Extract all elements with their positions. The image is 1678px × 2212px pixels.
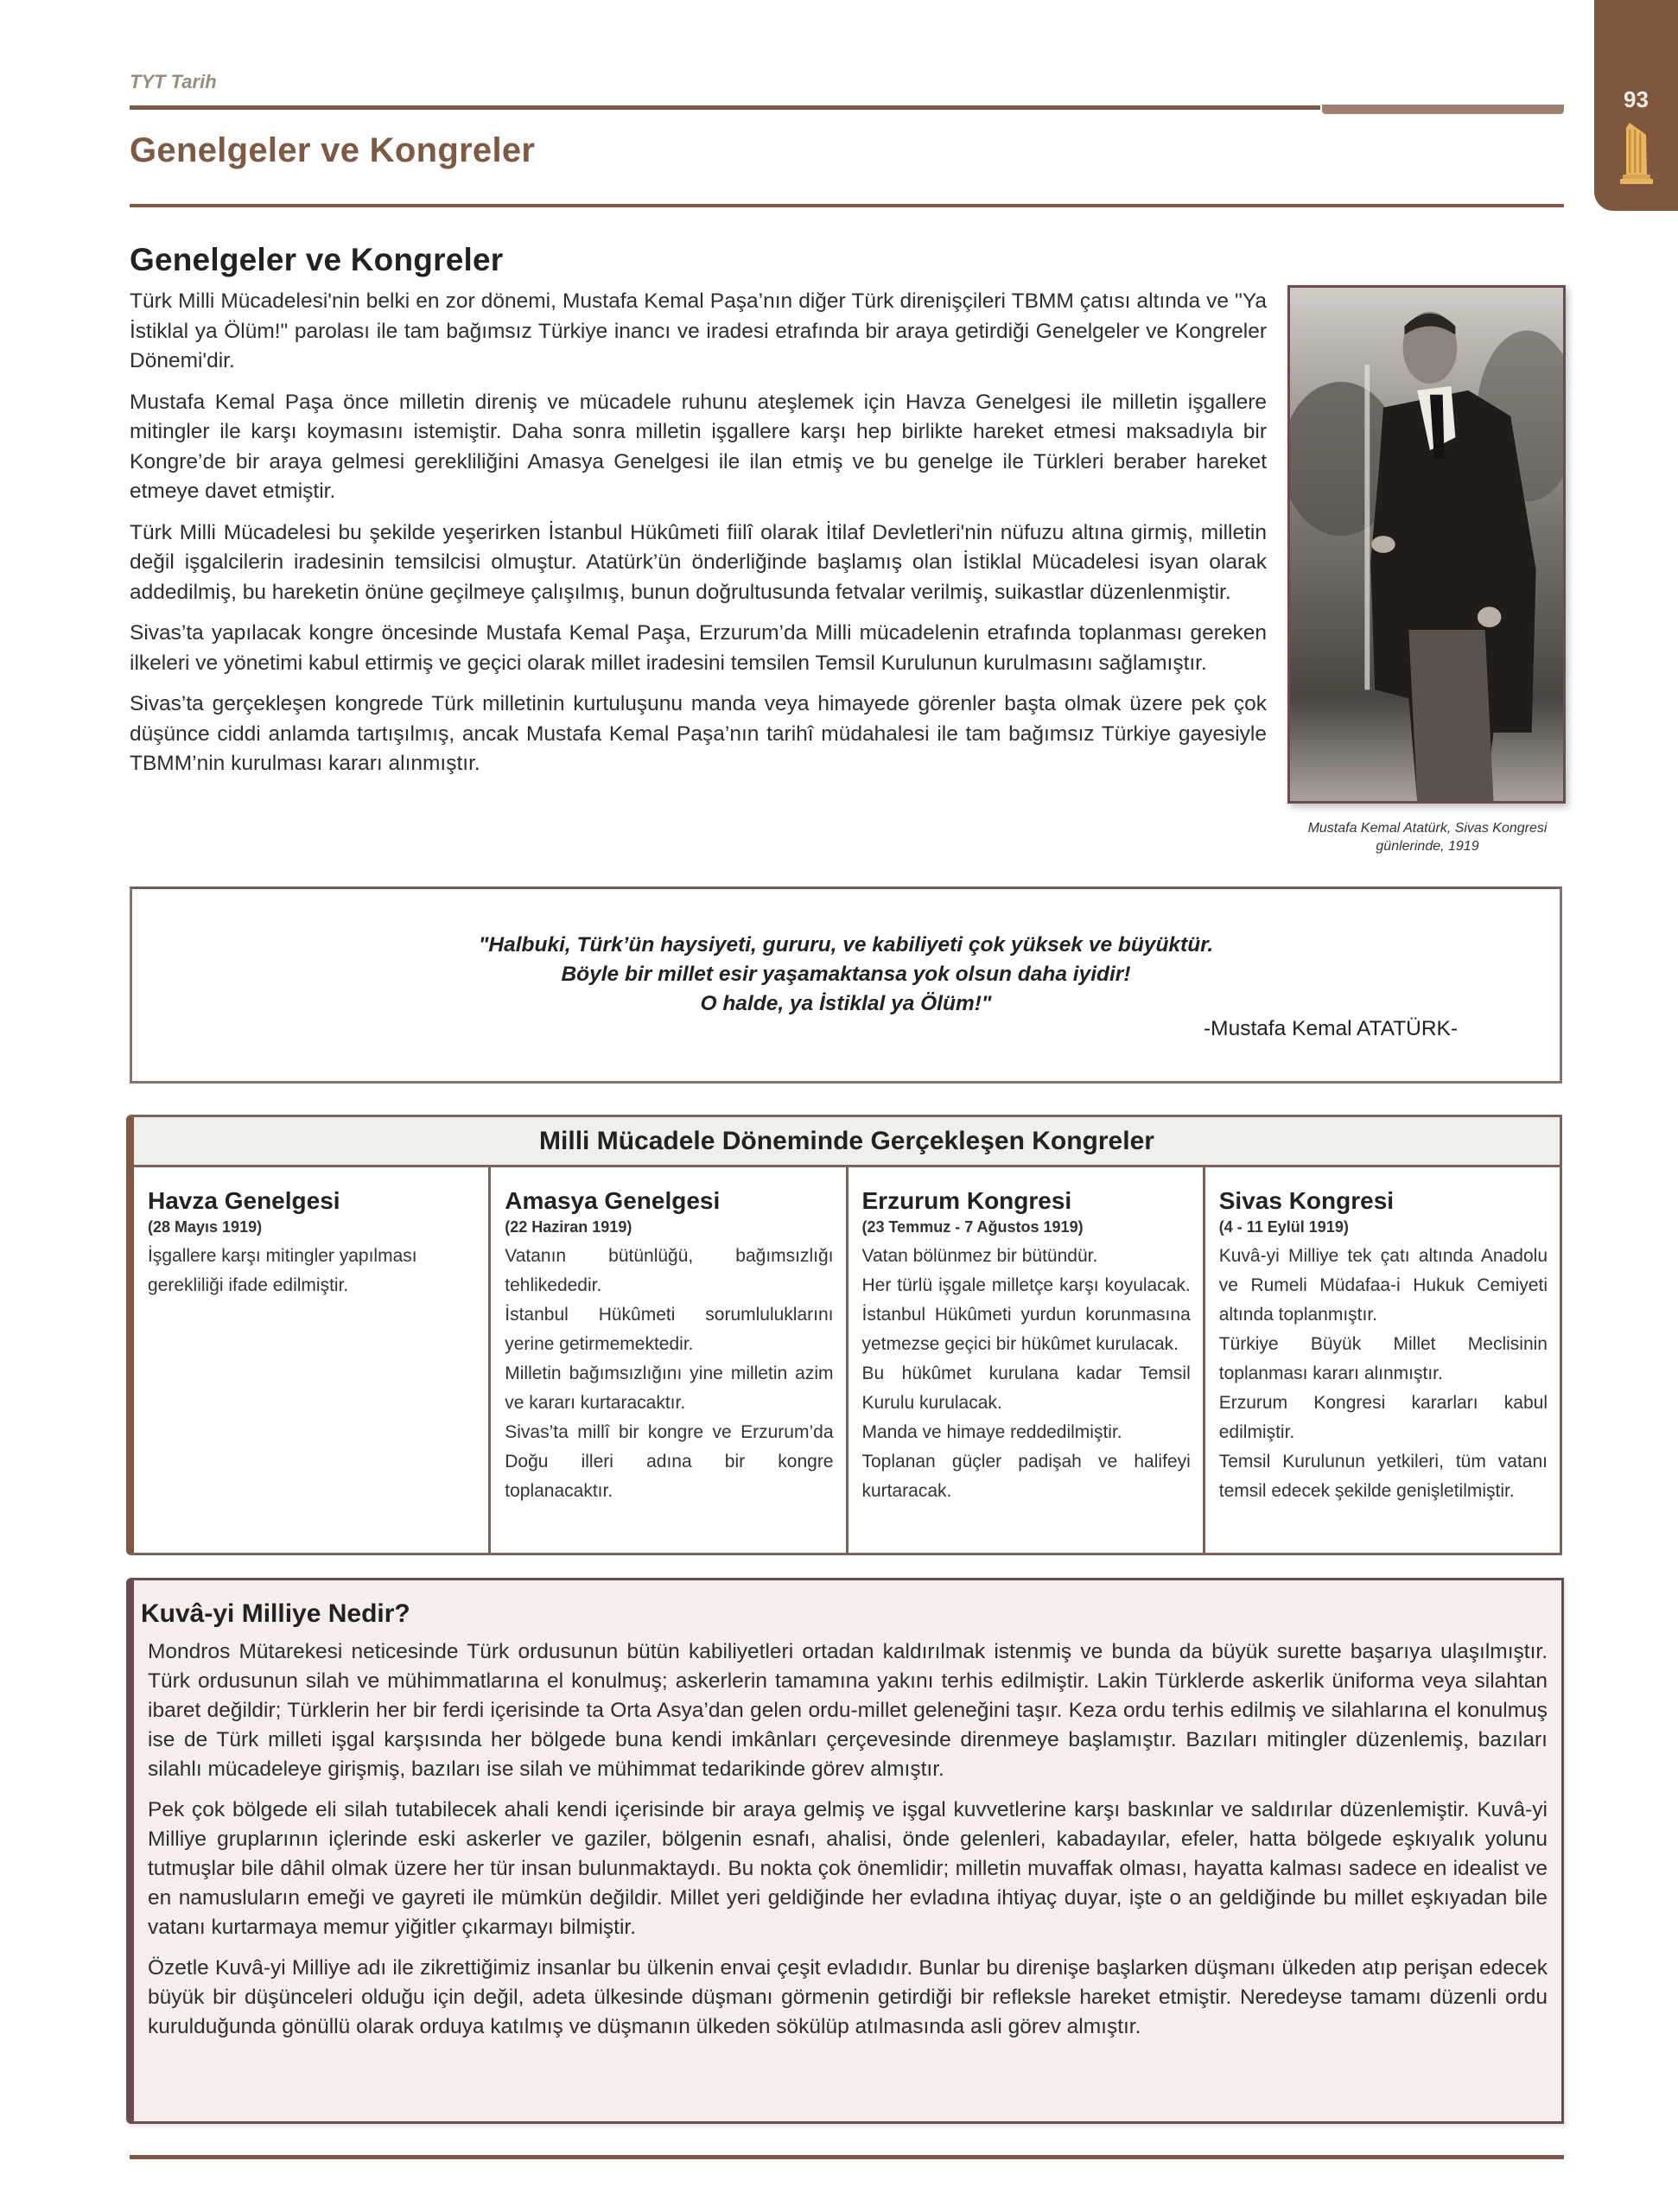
column-item: Erzurum Kongresi kararları kabul edilmiştir.: [1218, 1393, 1548, 1442]
section-heading: Genelgeler ve Kongreler: [130, 242, 504, 277]
column-body: [1219, 1242, 1548, 1506]
column-title: Sivas Kongresi: [1218, 1187, 1395, 1214]
column-title: Havza Genelgesi: [148, 1187, 340, 1214]
quote-line: O halde, ya İstiklal ya Ölüm!": [700, 992, 992, 1015]
quote-line: "Halbuki, Türk’ün haysiyeti, gururu, ve kabiliyeti çok yüksek ve büyüktür.: [478, 933, 1214, 957]
caption-line: günlerinde, 1919: [1376, 839, 1479, 854]
quote-text: [132, 931, 1560, 1019]
ataturk-photo: [1287, 285, 1566, 804]
table-column-amasya: [491, 1167, 848, 1553]
paragraph: Sivas’ta gerçekleşen kongrede Türk milletinin kurtuluşunu manda veya himayede görenler başta olmak üzere pek çok düşünce ciddi anlamda tartışılmış, ancak Mustafa Kemal Paşa’nın tarihî müdahalesi ile tam bağımsız Türkiye gayesiyle TBMM’nin kurulması kararı alınmıştır.: [130, 692, 1267, 775]
kuvayi-title: Kuvâ-yi Milliye Nedir?: [141, 1599, 410, 1628]
column-item: Her türlü işgale milletçe karşı koyulacak. İstanbul Hükûmeti yurdun korunmasına yetmezse geçici bir hükûmet kurulacak.: [861, 1275, 1191, 1354]
column-body: [505, 1242, 833, 1506]
column-item: İşgallere karşı mitingler yapılması gerekliliği ifade edilmiştir.: [148, 1246, 417, 1295]
caption-line: Mustafa Kemal Atatürk, Sivas Kongresi: [1307, 821, 1548, 836]
page-number: 93: [1624, 86, 1649, 112]
photo-illustration: [1290, 288, 1563, 801]
column-item: Manda ve himaye reddedilmiştir.: [861, 1422, 1122, 1442]
paragraph: Türk Milli Mücadelesi bu şekilde yeşerirken İstanbul Hükûmeti fiilî olarak İtilaf Devletleri'nin nüfuzu altına girmiş, milletin değil işgalcilerin iradesinin temsilcisi olmuştur. Atatürk’ün önderliğinde başlamış olan İstiklal Mücadelesi isyan olarak addedilmiş, bu hareketin önüne geçilmeye çalışılmış, bunun doğrultusunda fetvalar verilmiş, suikastlar düzenlenmiştir.: [130, 520, 1267, 604]
column-date: (22 Haziran 1919): [505, 1218, 632, 1236]
column-date: (23 Temmuz - 7 Ağustos 1919): [861, 1218, 1084, 1236]
column-title: Erzurum Kongresi: [861, 1187, 1072, 1214]
column-item: Türkiye Büyük Millet Meclisinin toplanması kararı alınmıştır.: [1218, 1334, 1548, 1383]
running-head: TYT Tarih: [130, 71, 217, 92]
kuvayi-text: [148, 1637, 1548, 2053]
chapter-title: Genelgeler ve Kongreler: [130, 131, 536, 169]
paragraph: Mondros Mütarekesi neticesinde Türk ordusunun bütün kabiliyetleri ortadan kaldırılmak istenmiş ve bunda da büyük surette başarıya ulaşılmıştır. Türk ordusunun silah ve mühimmatlarına el konulmuş; askerlerin tamamına yakını terhis edilmiştir. Lakin Türklerde askerlik üniforma veya silahtan ibaret değildir; Türklerin her bir ferdi içerisinde ta Orta Asya’dan gelen ordu-millet geleneğini taşır. Keza ordu terhis edilmiş ve silahlarına el konulmuş ise de Türk milleti işgal karşısında her bölgede buna kendi imkânları çerçevesinde direnmeye başlamıştır. Bazıları mitingler düzenlemiş, bazıları silahlı mücadeleye girişmiş, bazıları ise silah ve mühimmat tedarikinde görev almıştır.: [148, 1640, 1548, 1781]
quote-box: [130, 887, 1562, 1084]
quote-author: -Mustafa Kemal ATATÜRK-: [1204, 1017, 1459, 1040]
header-rule-accent: [1322, 105, 1564, 114]
column-item: Bu hükûmet kurulana kadar Temsil Kurulu kurulacak.: [861, 1363, 1191, 1413]
header-rule: [130, 105, 1320, 110]
column-date: (28 Mayıs 1919): [148, 1218, 263, 1236]
column-item: Vatanın bütünlüğü, bağımsızlığı tehlikededir.: [505, 1246, 834, 1295]
congress-table: [126, 1115, 1562, 1555]
column-item: Milletin bağımsızlığını yine milletin azim ve kararı kurtaracaktır.: [505, 1363, 834, 1413]
table-columns: [134, 1167, 1560, 1553]
paragraph: Türk Milli Mücadelesi'nin belki en zor dönemi, Mustafa Kemal Paşa’nın diğer Türk direnişçileri TBMM çatısı altında ve "Ya İstiklal ya Ölüm!" parolası ile tam bağımsız Türkiye inancı ve iradesi etrafında bir araya getirdiği Genelgeler ve Kongreler Dönemi'dir.: [130, 289, 1267, 372]
paragraph: Sivas’ta yapılacak kongre öncesinde Mustafa Kemal Paşa, Erzurum’da Milli mücadelenin etrafında toplanması gereken ilkeleri ve yönetimi kabul ettirmiş ve geçici olarak millet iradesini temsilen Temsil Kurulunun kurulmasını sağlamıştır.: [130, 621, 1267, 675]
column-item: Kuvâ-yi Milliye tek çatı altında Anadolu ve Rumeli Müdafaa-i Hukuk Cemiyeti altında toplanmıştır.: [1218, 1246, 1548, 1325]
column-item: Vatan bölünmez bir bütündür.: [861, 1246, 1098, 1266]
paragraph: Özetle Kuvâ-yi Milliye adı ile zikrettiğimiz insanlar bu ülkenin envai çeşit evladıdır. Bunlar bu direnişe başlarken düşmanı ülkeden atıp perişan edecek büyük bir düşünceleri olduğu için değil, adeta ülkesinde düşmanı görmenin getirdiği bir refleksle hareket etmiştir. Neredeyse tamamı düzenli ordu kurulduğunda gönüllü olarak orduya katılmış ve düşmanın ülkeden sökülüp atılmasında asli görev almıştır.: [148, 1956, 1548, 2038]
column-date: (4 - 11 Eylül 1919): [1218, 1218, 1349, 1236]
column-body: [862, 1242, 1191, 1506]
table-column-sivas: [1205, 1167, 1560, 1553]
footer-rule: [130, 2155, 1564, 2159]
table-column-erzurum: [849, 1167, 1205, 1553]
quote-line: Böyle bir millet esir yaşamaktansa yok olsun daha iyidir!: [561, 963, 1131, 986]
table-title: Milli Mücadele Döneminde Gerçekleşen Kongreler: [134, 1117, 1560, 1167]
paragraph: Mustafa Kemal Paşa önce milletin direniş ve mücadele ruhunu ateşlemek için Havza Genelgesi ile milletin işgallere mitingler ile karşı koymasını istemiştir. Daha sonra milletin işgallere karşı hep birlikte hareket etmesi maksadıyla bir Kongre’de bir araya gelmesi gerekliliğini Amasya Genelgesi ile ilan etmiş ve bu genelge ile Türkleri beraber hareket etmeye davet etmiştir.: [130, 390, 1267, 503]
column-body: [148, 1242, 476, 1300]
title-rule: [130, 204, 1564, 207]
column-item: Toplanan güçler padişah ve halifeyi kurtaracak.: [861, 1452, 1191, 1501]
column-item: Temsil Kurulunun yetkileri, tüm vatanı temsil edecek şekilde genişletilmiştir.: [1218, 1452, 1548, 1501]
paragraph: Pek çok bölgede eli silah tutabilecek ahali kendi içerisinde bir araya gelmiş ve işgal kuvvetlerine karşı baskınlar ve saldırılar düzenlemiştir. Kuvâ-yi Milliye gruplarının içlerinde eski askerler ve gaziler, bölgenin esnafı, ahalisi, önde gelenleri, kabadayılar, efeler, hatta bölgede eşkıyalık yolunu tutmuşlar bile dâhil olmak üzere her tür insan bulunmaktaydı. Bu nokta çok önemlidir; milletin muvaffak olması, hayatta kalması sadece en idealist ve en namusluların emeği ve gayreti ile mümkün değildir. Millet yeri geldiğinde her evladına ihtiyaç duyar, işte o an geldiğinde bu millet eşkıyadan bile vatanı kurtarmaya memur yiğitler çıkarmayı bilmiştir.: [148, 1798, 1548, 1939]
column-item: Sivas’ta millî bir kongre ve Erzurum’da Doğu illeri adına bir kongre toplanacaktır.: [505, 1422, 834, 1501]
table-column-havza: [134, 1167, 491, 1553]
photo-caption: [1281, 819, 1574, 855]
intro-text: [130, 287, 1267, 791]
kuvayi-milliye-box: [126, 1578, 1564, 2124]
column-item: İstanbul Hükûmeti sorumluluklarını yerine getirmemektedir.: [505, 1305, 834, 1354]
ancient-column-icon: [1618, 121, 1655, 187]
page-tab: [1594, 0, 1678, 211]
column-title: Amasya Genelgesi: [505, 1187, 721, 1214]
